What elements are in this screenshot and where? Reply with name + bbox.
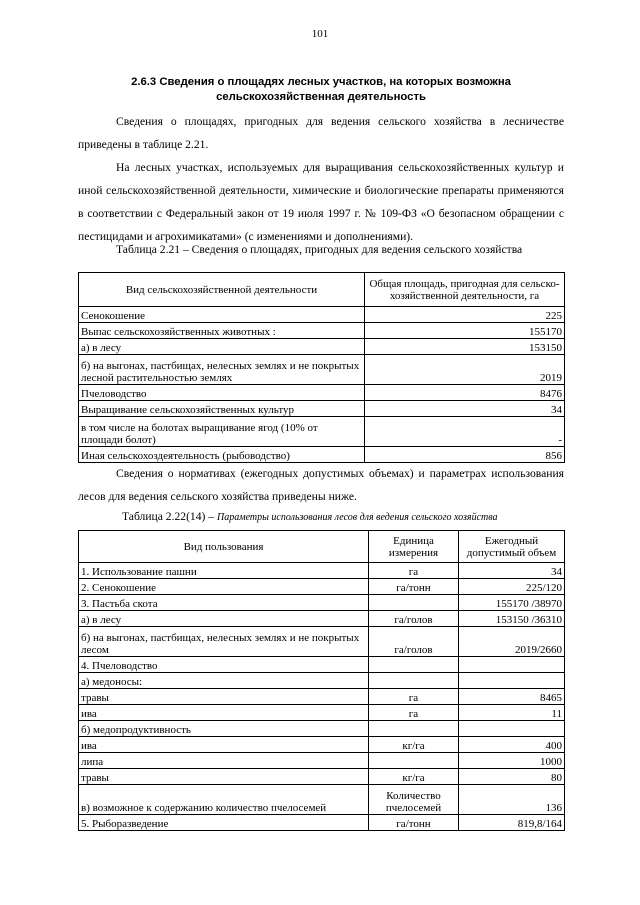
header-cell: Единица измерения <box>369 531 459 563</box>
cell-usage: ива <box>79 705 369 721</box>
cell-activity: Выращивание сельскохозяйственных культур <box>79 401 365 417</box>
cell-activity: а) в лесу <box>79 339 365 355</box>
cell-unit: кг/га <box>369 769 459 785</box>
header-cell: Вид пользования <box>79 531 369 563</box>
cell-area: 8476 <box>365 385 565 401</box>
cell-activity: б) на выгонах, пастбищах, нелесных землях и не покрытых лесной растительностью землях <box>79 355 365 385</box>
cell-unit <box>369 595 459 611</box>
table-row <box>79 323 565 339</box>
table-row <box>79 785 565 815</box>
cell-area: 225 <box>365 307 565 323</box>
table-usage-parameters <box>78 530 565 831</box>
cell-area: 2019 <box>365 355 565 385</box>
cell-usage: б) на выгонах, пастбищах, нелесных землях и не покрытых лесом <box>79 627 369 657</box>
cell-volume: 80 <box>459 769 565 785</box>
paragraph-3: Сведения о нормативах (ежегодных допустимых объемах) и параметрах использования лесов для ведения сельского хозяйства приведены ниже. <box>78 467 564 503</box>
cell-unit <box>369 657 459 673</box>
table2-caption-title: Параметры использования лесов для ведения сельского хозяйства <box>217 512 498 523</box>
cell-unit <box>369 721 459 737</box>
section-heading: 2.6.3 Сведения о площадях лесных участков, на которых возможна сельскохозяйственная деятельность <box>131 76 511 103</box>
table-row <box>79 753 565 769</box>
cell-usage: 4. Пчеловодство <box>79 657 369 673</box>
table-row <box>79 417 565 447</box>
cell-usage: а) медоносы: <box>79 673 369 689</box>
cell-usage: 5. Рыборазведение <box>79 815 369 831</box>
cell-activity: Выпас сельскохозяйственных животных : <box>79 323 365 339</box>
table-row <box>79 673 565 689</box>
paragraph-1: Сведения о площадях, пригодных для ведения сельского хозяйства в лесничестве приведены в таблице 2.21. <box>78 115 564 151</box>
table-header-row <box>79 531 565 563</box>
cell-volume: 11 <box>459 705 565 721</box>
table-row <box>79 563 565 579</box>
header-cell: Вид сельскохозяйственной деятельности <box>79 273 365 307</box>
cell-usage: 3. Пастьба скота <box>79 595 369 611</box>
cell-usage: 2. Сенокошение <box>79 579 369 595</box>
cell-usage: травы <box>79 689 369 705</box>
cell-volume: 34 <box>459 563 565 579</box>
table-row <box>79 355 565 385</box>
cell-unit: га/голов <box>369 627 459 657</box>
cell-volume: 155170 /38970 <box>459 595 565 611</box>
cell-usage: ива <box>79 737 369 753</box>
table-row <box>79 769 565 785</box>
table-row <box>79 579 565 595</box>
cell-area: 34 <box>365 401 565 417</box>
paragraph-2: На лесных участках, используемых для выращивания сельскохозяйственных культур и иной сельскохозяйственной деятельности, химические и биологические препараты применяются в соответствии с Федеральный закон от 19 июля 1997 г. № 109-ФЗ «О безопасном обращении с пестицидами и агрохимикатами» (с изменениями и дополнениями). <box>78 161 564 243</box>
table-row <box>79 385 565 401</box>
cell-unit <box>369 753 459 769</box>
cell-volume: 8465 <box>459 689 565 705</box>
cell-usage: 1. Использование пашни <box>79 563 369 579</box>
cell-unit: га/голов <box>369 611 459 627</box>
cell-activity: Иная сельскохоздеятельность (рыбоводство) <box>79 447 365 463</box>
cell-volume: 819,8/164 <box>459 815 565 831</box>
table-row <box>79 657 565 673</box>
cell-activity: Пчеловодство <box>79 385 365 401</box>
table2-caption-prefix: Таблица 2.22(14) – <box>122 510 217 523</box>
page-number: 101 <box>311 28 329 40</box>
cell-area: - <box>365 417 565 447</box>
cell-volume: 400 <box>459 737 565 753</box>
cell-unit: га/тонн <box>369 579 459 595</box>
cell-area: 153150 <box>365 339 565 355</box>
cell-volume: 136 <box>459 785 565 815</box>
cell-volume <box>459 721 565 737</box>
header-cell: Ежегодный допустимый объем <box>459 531 565 563</box>
cell-volume: 1000 <box>459 753 565 769</box>
cell-area: 155170 <box>365 323 565 339</box>
cell-volume <box>459 657 565 673</box>
cell-volume: 2019/2660 <box>459 627 565 657</box>
cell-unit: га <box>369 705 459 721</box>
cell-volume <box>459 673 565 689</box>
cell-usage: липа <box>79 753 369 769</box>
table-row <box>79 447 565 463</box>
cell-unit: Количество пчелосемей <box>369 785 459 815</box>
table-row <box>79 401 565 417</box>
cell-usage: в) возможное к содержанию количество пчелосемей <box>79 785 369 815</box>
table-row <box>79 815 565 831</box>
table-header-row <box>79 273 565 307</box>
table-row <box>79 627 565 657</box>
cell-unit <box>369 673 459 689</box>
table-row <box>79 705 565 721</box>
table-row <box>79 307 565 323</box>
cell-unit: га/тонн <box>369 815 459 831</box>
cell-volume: 225/120 <box>459 579 565 595</box>
cell-activity: в том числе на болотах выращивание ягод (10% от площади болот) <box>79 417 365 447</box>
header-cell: Общая площадь, пригодная для сельско-хозяйственной деятельности, га <box>365 273 565 307</box>
cell-usage: травы <box>79 769 369 785</box>
table-row <box>79 611 565 627</box>
cell-usage: б) медопродуктивность <box>79 721 369 737</box>
cell-usage: а) в лесу <box>79 611 369 627</box>
table-row <box>79 737 565 753</box>
cell-area: 856 <box>365 447 565 463</box>
cell-unit: кг/га <box>369 737 459 753</box>
table-row <box>79 339 565 355</box>
table-row <box>79 595 565 611</box>
table-farm-areas <box>78 272 565 463</box>
cell-unit: га <box>369 689 459 705</box>
table-row <box>79 721 565 737</box>
table1-caption: Таблица 2.21 – Сведения о площадях, пригодных для ведения сельского хозяйства <box>116 243 523 256</box>
cell-volume: 153150 /36310 <box>459 611 565 627</box>
cell-activity: Сенокошение <box>79 307 365 323</box>
cell-unit: га <box>369 563 459 579</box>
table2-caption <box>122 510 498 523</box>
table-row <box>79 689 565 705</box>
